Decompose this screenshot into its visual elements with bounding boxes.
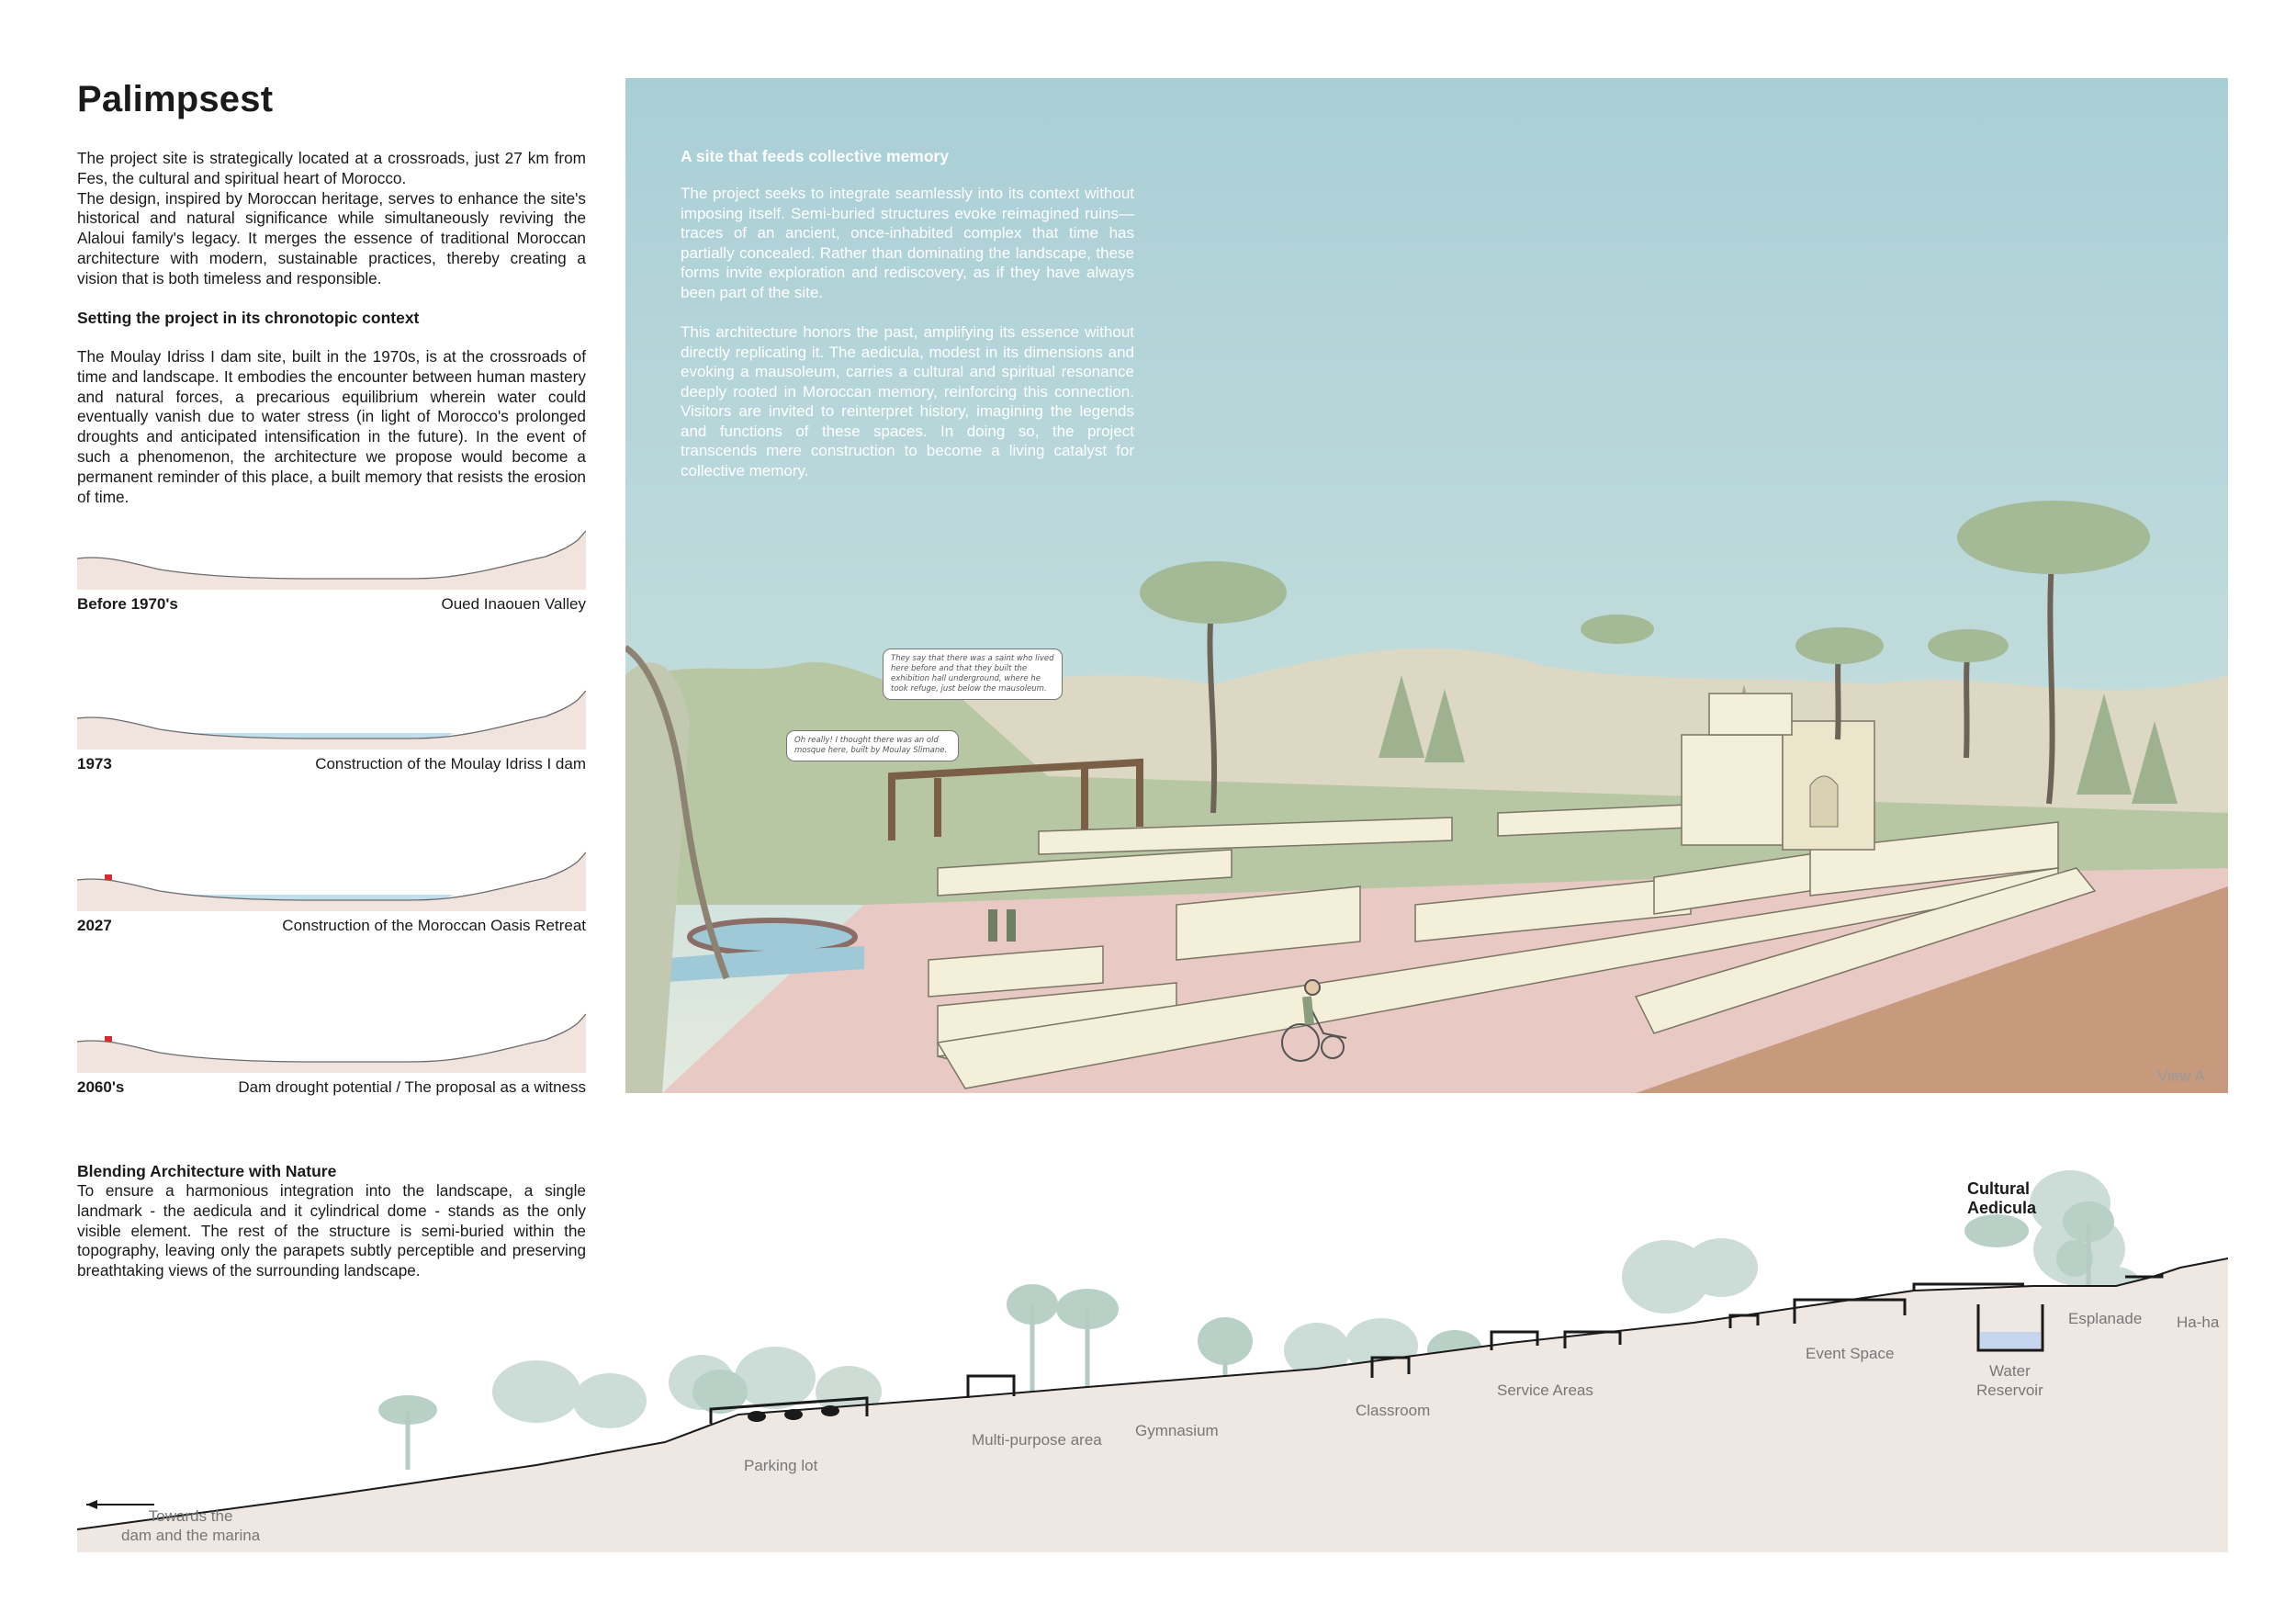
site-section — [77, 1157, 2228, 1552]
timeline-year: 1973 — [77, 755, 112, 773]
timeline-caption: Oued Inaouen Valley — [441, 595, 586, 613]
view-heading: A site that feeds collective memory — [681, 147, 950, 165]
intro-paragraph-1: The project site is strategically located at a crossroads, just 27 km from Fes, the cultural and spiritual heart of Morocco. — [77, 149, 586, 187]
view-paragraph-2: This architecture honors the past, amplifying its essence without directly replicating it. The aedicula, modest in its dimensions and evoking a mausoleum, carries a cultural and spiritual resonance deeply rooted in Moroccan memory, reinforcing this connection. Visitors are invited to reinterpret history, imagining the legends and functions of these spaces. In doing so, the project transcends mere construction to become a living catalyst for collective memory. — [681, 323, 1134, 479]
blending-body: To ensure a harmonious integration into the landscape, a single landmark - the aedicula and it cylindrical dome - stands as the only visible element. The rest of the structure is semi-buried within the topography, leaving only the parapets subtly perceptible and preserving breathtaking views of the surrounding landscape. — [77, 1181, 586, 1280]
timeline-year: 2060's — [77, 1078, 125, 1096]
section-label-parking: Parking lot — [744, 1457, 818, 1474]
section-label-cultural: Cultural Aedicula — [1967, 1179, 2037, 1217]
chronotopic-body: The Moulay Idriss I dam site, built in the 1970s, is at the crossroads of time and landscape. It embodies the encounter between human mastery and natural forces, a precarious equilibrium wherein water could eventually vanish due to water stress (in light of Morocco's prolonged droughts and anticipated intensification in the future). In the event of such a phenomenon, the architecture we propose would become a permanent reminder of this place, a built memory that resists the erosion of time. — [77, 347, 586, 506]
page-title: Palimpsest — [77, 79, 274, 119]
timeline-profile-1 — [77, 522, 586, 614]
section-label-towards: Towards the dam and the marina — [121, 1507, 261, 1544]
section-drawing — [77, 1157, 2228, 1552]
timeline-profile-3 — [77, 843, 586, 935]
intro-text — [77, 149, 586, 289]
intro-paragraph-2: The design, inspired by Moroccan heritage, serves to enhance the site's historical and natural significance while simultaneously reviving the Alaloui family's legacy. It merges the essence of traditional Moroccan architecture with modern, sustainable practices, thereby creating a vision that is both timeless and responsible. — [77, 188, 586, 288]
section-label-multipurpose: Multi-purpose area — [972, 1431, 1102, 1449]
section-label-haha: Ha-ha — [2177, 1314, 2220, 1331]
timeline-profile-2 — [77, 682, 586, 773]
section-label-event: Event Space — [1806, 1345, 1895, 1362]
section-label-classroom: Classroom — [1356, 1402, 1431, 1419]
timeline-year: 2027 — [77, 917, 112, 934]
project-marker — [105, 1036, 112, 1042]
timeline-caption: Construction of the Moulay Idriss I dam — [315, 755, 586, 773]
section-label-service: Service Areas — [1497, 1382, 1593, 1399]
speech-bubble-1: They say that there was a saint who lived here before and that they built the exhibition hall underground, where he took refuge, just below the mausoleum. — [883, 648, 1063, 700]
speech-bubble-2: Oh really! I thought there was an old mosque here, built by Moulay Slimane. — [786, 730, 959, 761]
blending-heading: Blending Architecture with Nature — [77, 1162, 337, 1180]
terrain-profile-before — [77, 522, 586, 590]
terrain-profile-2060s — [77, 1005, 586, 1073]
timeline-year: Before 1970's — [77, 595, 178, 613]
terrain-profile-2027 — [77, 843, 586, 911]
chronotopic-heading: Setting the project in its chronotopic context — [77, 309, 420, 327]
view-label: View A. — [2157, 1067, 2210, 1085]
timeline-profile-4 — [77, 1005, 586, 1097]
project-marker — [105, 874, 112, 880]
terrain-profile-1973 — [77, 682, 586, 750]
timeline-caption: Construction of the Moroccan Oasis Retreat — [282, 917, 586, 934]
view-paragraph-1: The project seeks to integrate seamlessly into its context without imposing itself. Semi-buried structures evoke reimagined ruins—traces of an ancient, once-inhabited complex that time has partially concealed. Rather than dominating the landscape, these forms invite exploration and rediscovery, as if they have always been part of the site. — [681, 185, 1134, 301]
timeline-caption: Dam drought potential / The proposal as a witness — [238, 1078, 586, 1096]
section-label-water: Water Reservoir — [1976, 1362, 2043, 1399]
section-label-gymnasium: Gymnasium — [1135, 1422, 1219, 1439]
reservoir-water — [1980, 1332, 2041, 1348]
section-label-esplanade: Esplanade — [2068, 1310, 2143, 1327]
view-text-block — [681, 147, 1134, 501]
